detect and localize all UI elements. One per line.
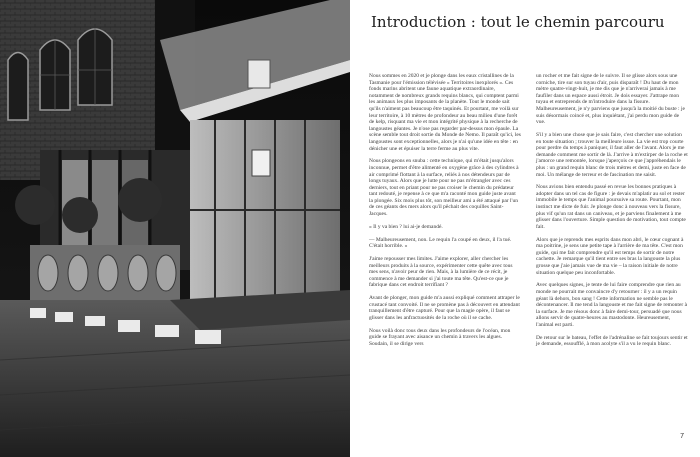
paragraph: J'aime repousser mes limites. J'aime explorer, aller chercher les meilleurs produits à la source, expérimenter cette quête avec tous mes sens, n'avoir peur de rien. Mais, à la lumière de ce récit, je commence à me demander si j'ai toute ma tête. Qu'est-ce que je fabrique dans cet endroit terrifiant ? [369, 256, 513, 289]
chapter-title: Introduction : tout le chemin parcouru [371, 13, 665, 31]
page-number: 7 [680, 433, 684, 440]
paragraph: Avant de plonger, mon guide m'a aussi expliqué comment attraper le crustacé tant convoité. Il ne se promène pas à découvert en attendant tranquillement d'être capturé. Pour que la magie opère, il faut se glisser dans les anfractuosités de la roche où il se cache. [369, 295, 520, 321]
paragraph: De retour sur le bateau, l'effet de l'adrénaline se fait toujours sentir et je demande, essoufflé, à mon acolyte s'il a vu le requin blanc. [536, 334, 688, 348]
paragraph: — Malheureusement, non. Le requin l'a coupé en deux, il l'a tué. C'était horrible. » [369, 236, 512, 250]
text-column-left [369, 73, 521, 354]
paragraph: Nous sommes en 2020 et je plonge dans les eaux cristallines de la Tasmanie pour l'émission télévisée « Territoires inexplorés ». Ces fonds marins abritent une faune aquatique extraordinaire, notamment de nombreux grands requins blancs, qui comptent parmi les animaux les plus imposants de la planète. Tout le monde sait qu'ils n'aiment pas beaucoup être taquinés. Et pourtant, me voilà sur leur territoire, à 10 mètres de profondeur au beau milieu d'une forêt de kelp, risquant ma vie et mon intégrité physique à la recherche de langoustes géantes. Je n'ose pas regarder par-dessus mon épaule. La scène semble tout droit sortie du Monde de Nemo. Il paraît qu'ici, les langoustes sont exceptionnelles, alors je n'ai qu'une idée en tête : en dénicher une et épuiser la terre ferme au plus vite. [369, 73, 521, 152]
paragraph: Nous voilà donc tous deux dans les profondeurs de l'océan, mon guide se frayant avec aisance un chemin à travers les algues. Soudain, il se dirige vers [369, 327, 511, 347]
paragraph: Alors que je reprends mes esprits dans mon abri, le cœur cognant à ma poitrine, je sens une petite tape à l'arrière de ma tête. C'est mon guide, qui me fait comprendre qu'il est temps de sortir de notre cachette. Je remarque qu'il tient entre ses bras la langouste la plus grosse que j'aie jamais vue de ma vie – la raison initiale de notre situation quelque peu inconfortable. [536, 236, 684, 276]
paragraph: Nous avions bien entendu passé en revue les bonnes pratiques à adopter dans un tel cas de figure : je devais m'aplatir au sol et rester immobile le temps que l'animal poursuive sa route. Pourtant, mon instinct me dicte de fuir. Je plonge donc à nouveau vers la fissure, plus vif qu'un rat dans un caniveau, et je parviens finalement à me glisser dans l'ouverture. Simple question de motivation, tout compte fait. [536, 184, 686, 230]
paragraph: Nous plongeons en snuba : cette technique, qui m'était jusqu'alors inconnue, permet d'être alimenté en oxygène grâce à des cylindres à air comprimé flottant à la surface, reliés à nos détendeurs par de longs tuyaux. Alors que je lutte pour ne pas m'étrangler avec ces derniers, tout en priant pour ne pas croiser le chemin du prédateur tant redouté, je repense à ce que m'a raconté mon guide juste avant la plongée. Six mois plus tôt, son meilleur ami a été attaqué par l'un de ces géants des mers alors qu'il pêchait des coquilles Saint-Jacques. [369, 158, 519, 218]
paragraph: S'il y a bien une chose que je sais faire, c'est chercher une solution en toute situation ; trouver la meilleure issue. La vie est trop courte pour perdre du temps à paniquer, il faut aller de l'avant. Alors je me demande comment me sortir de là. J'arrive à m'extirper de la roche et j'amorce une remontée, lorsque j'aperçois ce que j'appréhendais le plus : un grand requin blanc de trois mètres et demi, juste en face de moi. Un mélange de terreur et de fascination me saisit. [536, 131, 688, 178]
paragraph: Avec quelques signes, je tente de lui faire comprendre que rien au monde ne pourrait me convaincre d'y retourner : il y a un requin géant là dehors, bon sang ! Cette information ne semble pas le décontenancer. Il me tend la langouste et me fait signe de remonter à la surface. Je me résous donc à faire demi-tour, persuadé que nous allons servir de quatre-heures au mastodonte. Heureusement, l'animal est parti. [536, 282, 688, 328]
paragraph: « Il y va bien ? lui ai-je demandé. [369, 223, 443, 230]
paragraph: un rocher et me fait signe de le suivre. Il se glisse alors sous une corniche, tire sur son tuyau d'air, puis disparaît ! Du haut de mon mètre quatre-vingt-huit, je me dis que je n'arriverai jamais à me faufiler dans un espace aussi étroit. Je dois essayer. J'attrape mon tuyau et entreprends de m'introduire dans la fissure. Malheureusement, je n'y parviens que jusqu'à la moitié du buste : je suis désormais coincé et, plus inquiétant, j'ai perdu mon guide de vue. [536, 73, 685, 126]
text-column-right [536, 73, 688, 354]
